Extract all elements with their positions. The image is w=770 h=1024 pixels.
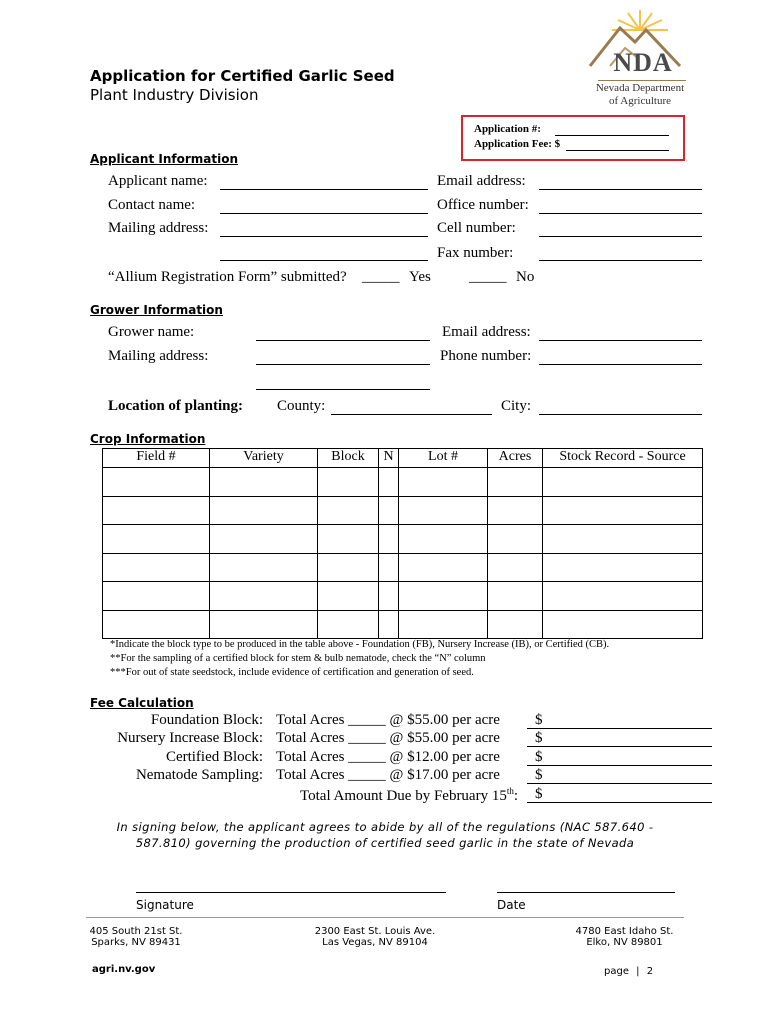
table-cell[interactable] xyxy=(379,553,399,582)
allium-yes-blank[interactable]: _____ xyxy=(362,269,400,285)
footer-address-line: Sparks, NV 89431 xyxy=(91,937,181,948)
crop-note-3: ***For out of state seedstock, include evidence of certification and generation of seed. xyxy=(110,667,474,678)
nda-logo-text: NDA xyxy=(613,48,673,77)
fee-label: Certified Block: xyxy=(165,749,263,765)
application-number-blank[interactable] xyxy=(555,135,669,136)
date-field[interactable] xyxy=(497,892,675,893)
fee-dollar: $ xyxy=(535,712,543,728)
table-row xyxy=(103,468,703,497)
signature-field[interactable] xyxy=(136,892,446,893)
footer-divider xyxy=(86,917,684,918)
table-cell[interactable] xyxy=(210,496,318,525)
fee-total-text: Total Amount Due by February 15 xyxy=(300,788,507,804)
table-cell[interactable] xyxy=(318,525,379,554)
grower-phone-label: Phone number: xyxy=(440,348,532,364)
table-cell[interactable] xyxy=(399,525,488,554)
table-cell[interactable] xyxy=(399,582,488,611)
grower-mailing-label: Mailing address: xyxy=(108,348,209,364)
footer-address-line: 405 South 21st St. xyxy=(89,926,183,937)
table-cell[interactable] xyxy=(399,610,488,639)
table-cell[interactable] xyxy=(318,582,379,611)
table-cell[interactable] xyxy=(488,496,543,525)
table-cell[interactable] xyxy=(103,610,210,639)
applicant-name-field[interactable] xyxy=(220,189,428,190)
table-cell[interactable] xyxy=(488,582,543,611)
page-title: Application for Certified Garlic Seed xyxy=(90,67,395,85)
table-cell[interactable] xyxy=(488,468,543,497)
table-cell[interactable] xyxy=(210,582,318,611)
col-stock-record: Stock Record - Source xyxy=(543,449,703,468)
table-cell[interactable] xyxy=(103,553,210,582)
table-cell[interactable] xyxy=(103,468,210,497)
crop-table-header xyxy=(103,449,703,468)
table-row xyxy=(103,582,703,611)
table-cell[interactable] xyxy=(103,496,210,525)
applicant-section-heading: Applicant Information xyxy=(90,152,238,166)
col-acres: Acres xyxy=(488,449,543,468)
applicant-email-field[interactable] xyxy=(539,189,702,190)
table-row xyxy=(103,610,703,639)
contact-name-field[interactable] xyxy=(220,213,428,214)
application-fee-label: Application Fee: $ xyxy=(474,138,561,150)
table-cell[interactable] xyxy=(379,496,399,525)
fee-total-label xyxy=(300,786,518,805)
footer-address-lasvegas xyxy=(300,926,450,948)
table-cell[interactable] xyxy=(379,582,399,611)
col-lot: Lot # xyxy=(399,449,488,468)
footer-address-line: 4780 East Idaho St. xyxy=(575,926,674,937)
agreement-line-2: 587.810) governing the production of certified seed garlic in the state of Nevada xyxy=(135,836,635,850)
fax-number-label: Fax number: xyxy=(437,245,514,261)
county-label: County: xyxy=(277,398,326,414)
applicant-mailing-field-2[interactable] xyxy=(220,260,428,261)
col-block: Block xyxy=(318,449,379,468)
table-cell[interactable] xyxy=(543,582,703,611)
cell-number-field[interactable] xyxy=(539,236,702,237)
footer-address-line: Elko, NV 89801 xyxy=(586,937,663,948)
table-row xyxy=(103,525,703,554)
table-cell[interactable] xyxy=(543,468,703,497)
table-cell[interactable] xyxy=(543,496,703,525)
applicant-email-label: Email address: xyxy=(437,173,526,189)
application-number-row xyxy=(474,123,541,135)
nda-logo xyxy=(580,8,700,108)
footer-address-sparks xyxy=(76,926,196,948)
table-cell[interactable] xyxy=(210,468,318,497)
allium-no-blank[interactable]: _____ xyxy=(469,269,507,285)
table-cell[interactable] xyxy=(399,496,488,525)
fee-dollar: $ xyxy=(535,730,543,746)
crop-section-heading: Crop Information xyxy=(90,432,206,446)
agreement-line-1: In signing below, the applicant agrees to abide by all of the regulations (NAC 587.640 - xyxy=(116,820,654,834)
fee-calc: Total Acres _____ @ $55.00 per acre xyxy=(276,712,500,728)
crop-note-1: *Indicate the block type to be produced in the table above - Foundation (FB), Nursery Increase (IB), or Certified (CB). xyxy=(110,639,610,650)
fee-dollar: $ xyxy=(535,767,543,783)
table-cell[interactable] xyxy=(379,610,399,639)
table-cell[interactable] xyxy=(543,610,703,639)
city-field[interactable] xyxy=(539,414,702,415)
table-cell[interactable] xyxy=(488,525,543,554)
fee-calc: Total Acres _____ @ $55.00 per acre xyxy=(276,730,500,746)
grower-name-label: Grower name: xyxy=(108,324,195,340)
fax-number-field[interactable] xyxy=(539,260,702,261)
fee-dollar: $ xyxy=(535,749,543,765)
table-cell[interactable] xyxy=(103,525,210,554)
date-label: Date xyxy=(497,898,526,912)
fee-amount-field[interactable] xyxy=(527,783,712,784)
applicant-mailing-field-1[interactable] xyxy=(220,236,428,237)
table-cell[interactable] xyxy=(399,468,488,497)
office-use-box xyxy=(461,115,685,161)
allium-yes-label: Yes xyxy=(409,269,431,285)
grower-name-field[interactable] xyxy=(256,340,430,341)
footer-website[interactable]: agri.nv.gov xyxy=(92,964,156,975)
crop-note-2: **For the sampling of a certified block for stem & bulb nematode, check the “N” column xyxy=(110,653,486,664)
table-row xyxy=(103,553,703,582)
fee-amount-field[interactable] xyxy=(527,728,712,729)
allium-no-label: No xyxy=(516,269,535,285)
page-separator: | xyxy=(636,966,640,977)
table-cell[interactable] xyxy=(379,525,399,554)
table-cell[interactable] xyxy=(318,553,379,582)
table-cell[interactable] xyxy=(103,582,210,611)
footer-address-line: Las Vegas, NV 89104 xyxy=(322,937,428,948)
footer-address-elko xyxy=(562,926,687,948)
page-label: page xyxy=(604,966,629,977)
table-cell[interactable] xyxy=(399,553,488,582)
fee-calc: Total Acres _____ @ $12.00 per acre xyxy=(276,749,500,765)
fee-label: Foundation Block: xyxy=(150,712,263,728)
table-cell[interactable] xyxy=(210,525,318,554)
table-cell[interactable] xyxy=(318,496,379,525)
col-n: N xyxy=(379,449,399,468)
fee-total-colon: : xyxy=(513,788,519,804)
nda-logo-rule xyxy=(598,80,686,81)
fee-total-sup: th xyxy=(506,786,514,796)
grower-email-label: Email address: xyxy=(442,324,531,340)
allium-question: “Allium Registration Form” submitted? xyxy=(108,269,347,285)
grower-mailing-field-1[interactable] xyxy=(256,364,430,365)
fee-section-heading: Fee Calculation xyxy=(90,696,194,710)
signature-label: Signature xyxy=(136,898,194,912)
nda-logo-org-line1: Nevada Department xyxy=(595,82,685,94)
table-cell[interactable] xyxy=(488,553,543,582)
table-cell[interactable] xyxy=(210,610,318,639)
footer-address-line: 2300 East St. Louis Ave. xyxy=(314,926,436,937)
col-field: Field # xyxy=(103,449,210,468)
city-label: City: xyxy=(501,398,532,414)
fee-calc: Total Acres _____ @ $17.00 per acre xyxy=(276,767,500,783)
page-number: 2 xyxy=(646,966,654,977)
nda-logo-org-line2: of Agriculture xyxy=(608,95,671,107)
grower-section-heading: Grower Information xyxy=(90,303,223,317)
applicant-name-label: Applicant name: xyxy=(108,173,208,189)
footer-page-indicator xyxy=(604,966,653,977)
office-number-label: Office number: xyxy=(437,197,529,213)
table-cell[interactable] xyxy=(543,525,703,554)
grower-mailing-field-2[interactable] xyxy=(256,389,430,390)
col-variety: Variety xyxy=(210,449,318,468)
fee-amount-field[interactable] xyxy=(527,746,712,747)
cell-number-label: Cell number: xyxy=(437,220,516,236)
fee-label: Nursery Increase Block: xyxy=(117,730,263,746)
fee-total-dollar: $ xyxy=(535,786,543,802)
county-field[interactable] xyxy=(331,414,492,415)
grower-email-field[interactable] xyxy=(539,340,702,341)
table-cell[interactable] xyxy=(318,610,379,639)
table-cell[interactable] xyxy=(488,610,543,639)
fee-amount-field[interactable] xyxy=(527,765,712,766)
application-number-label: Application #: xyxy=(474,123,541,135)
crop-table xyxy=(102,448,703,639)
contact-name-label: Contact name: xyxy=(108,197,196,213)
fee-total-field[interactable] xyxy=(527,802,712,803)
table-cell[interactable] xyxy=(318,468,379,497)
table-cell[interactable] xyxy=(543,553,703,582)
table-cell[interactable] xyxy=(210,553,318,582)
page-subtitle: Plant Industry Division xyxy=(90,86,259,104)
table-row xyxy=(103,496,703,525)
applicant-mailing-label: Mailing address: xyxy=(108,220,209,236)
application-fee-blank[interactable] xyxy=(566,150,669,151)
office-number-field[interactable] xyxy=(539,213,702,214)
grower-phone-field[interactable] xyxy=(539,364,702,365)
location-label: Location of planting: xyxy=(108,398,244,414)
application-fee-row xyxy=(474,138,560,150)
table-cell[interactable] xyxy=(379,468,399,497)
fee-label: Nematode Sampling: xyxy=(135,767,263,783)
